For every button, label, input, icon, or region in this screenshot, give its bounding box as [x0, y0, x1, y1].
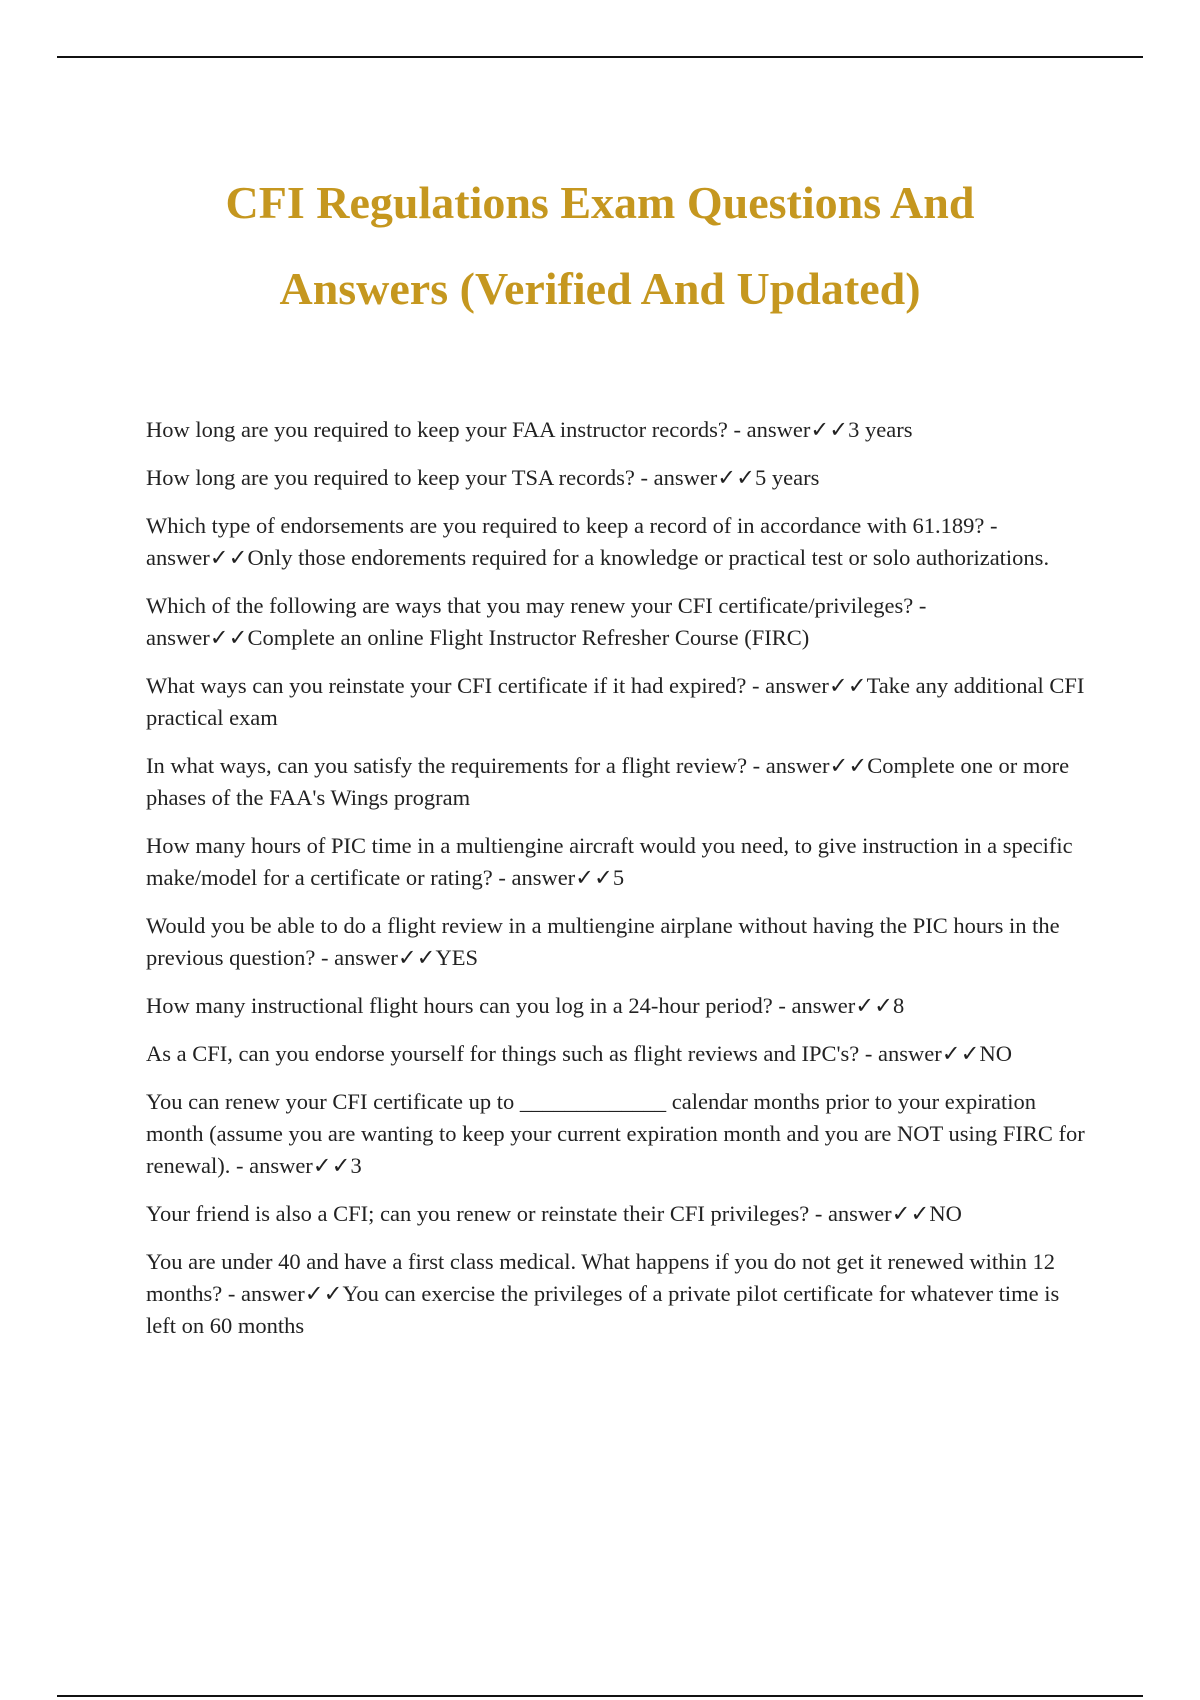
question-text: Your friend is also a CFI; can you renew or reinstate their CFI privileges? - — [146, 1201, 828, 1226]
question-text: How many hours of PIC time in a multiengine aircraft would you need, to give instruction in a specific make/model for a certificate or rating? - — [146, 833, 1073, 890]
qa-item — [146, 1086, 1086, 1182]
qa-item — [146, 414, 1086, 446]
answer-marker: answer✓✓ — [653, 465, 756, 490]
qa-item — [146, 670, 1086, 734]
answer-marker: answer✓✓ — [146, 545, 248, 570]
answer-marker: answer✓✓ — [765, 673, 867, 698]
answer-text: 3 years — [848, 417, 913, 442]
question-text: Which type of endorsements are you required to keep a record of in accordance with 61.189? - — [146, 513, 998, 538]
answer-marker: answer✓✓ — [249, 1153, 351, 1178]
answer-text: Complete an online Flight Instructor Refresher Course (FIRC) — [247, 625, 810, 650]
title-line-1: CFI Regulations Exam Questions And — [225, 177, 975, 228]
qa-item — [146, 510, 1086, 574]
question-text: You are under 40 and have a first class medical. What happens if you do not get it renewed within 12 months? - — [146, 1249, 1055, 1306]
qa-item — [146, 830, 1086, 894]
top-rule — [57, 56, 1143, 58]
answer-marker: answer✓✓ — [765, 753, 868, 778]
answer-marker: answer✓✓ — [241, 1281, 343, 1306]
question-text: What ways can you reinstate your CFI certificate if it had expired? - — [146, 673, 766, 698]
qa-item — [146, 910, 1086, 974]
answer-marker: answer✓✓ — [791, 993, 893, 1018]
answer-text: NO — [929, 1201, 962, 1226]
answer-text: Complete one or more phases of the FAA's Wings program — [146, 753, 1070, 810]
answer-marker: answer✓✓ — [878, 1041, 980, 1066]
qa-item — [146, 750, 1086, 814]
answer-text: 3 — [350, 1153, 362, 1178]
answer-marker: answer✓✓ — [334, 945, 436, 970]
qa-item — [146, 990, 1086, 1022]
answer-text: 5 — [612, 865, 625, 890]
answer-text: NO — [979, 1041, 1012, 1066]
answer-marker: answer✓✓ — [827, 1201, 930, 1226]
question-text: How many instructional flight hours can you log in a 24-hour period? - — [146, 993, 792, 1018]
qa-item — [146, 590, 1086, 654]
qa-item — [146, 1198, 1086, 1230]
question-text: Which of the following are ways that you may renew your CFI certificate/privileges? - — [146, 593, 927, 618]
question-text: In what ways, can you satisfy the requirements for a flight review? - — [146, 753, 766, 778]
question-text: As a CFI, can you endorse yourself for things such as flight reviews and IPC's? - — [146, 1041, 879, 1066]
question-text: How long are you required to keep your TSA records? - — [146, 465, 654, 490]
qa-item — [146, 462, 1086, 494]
qa-item — [146, 1038, 1086, 1070]
answer-marker: answer✓✓ — [146, 625, 248, 650]
question-text: Would you be able to do a flight review in a multiengine airplane without having the PIC hours in the previous question? - — [146, 913, 1060, 970]
qa-item — [146, 1246, 1086, 1342]
question-text: You can renew your CFI certificate up to _____________ calendar months prior to your expiration month (assume you are wanting to keep your current expiration month and you are NOT using FIRC for renewal). - — [146, 1089, 1085, 1178]
answer-text: Only those endorements required for a knowledge or practical test or solo authorizations. — [247, 545, 1050, 570]
answer-text: YES — [435, 945, 479, 970]
answer-marker: answer✓✓ — [511, 865, 613, 890]
document-title — [60, 160, 1140, 332]
answer-text: You can exercise the privileges of a private pilot certificate for whatever time is left on 60 months — [146, 1281, 1060, 1338]
question-text: How long are you required to keep your FAA instructor records? - — [146, 417, 747, 442]
title-line-2: Answers (Verified And Updated) — [279, 263, 921, 314]
answer-marker: answer✓✓ — [746, 417, 849, 442]
bottom-rule — [57, 1695, 1143, 1697]
answer-text: Take any additional CFI practical exam — [146, 673, 1085, 730]
answer-text: 8 — [892, 993, 905, 1018]
answer-text: 5 years — [755, 465, 820, 490]
qa-list — [146, 414, 1086, 1358]
